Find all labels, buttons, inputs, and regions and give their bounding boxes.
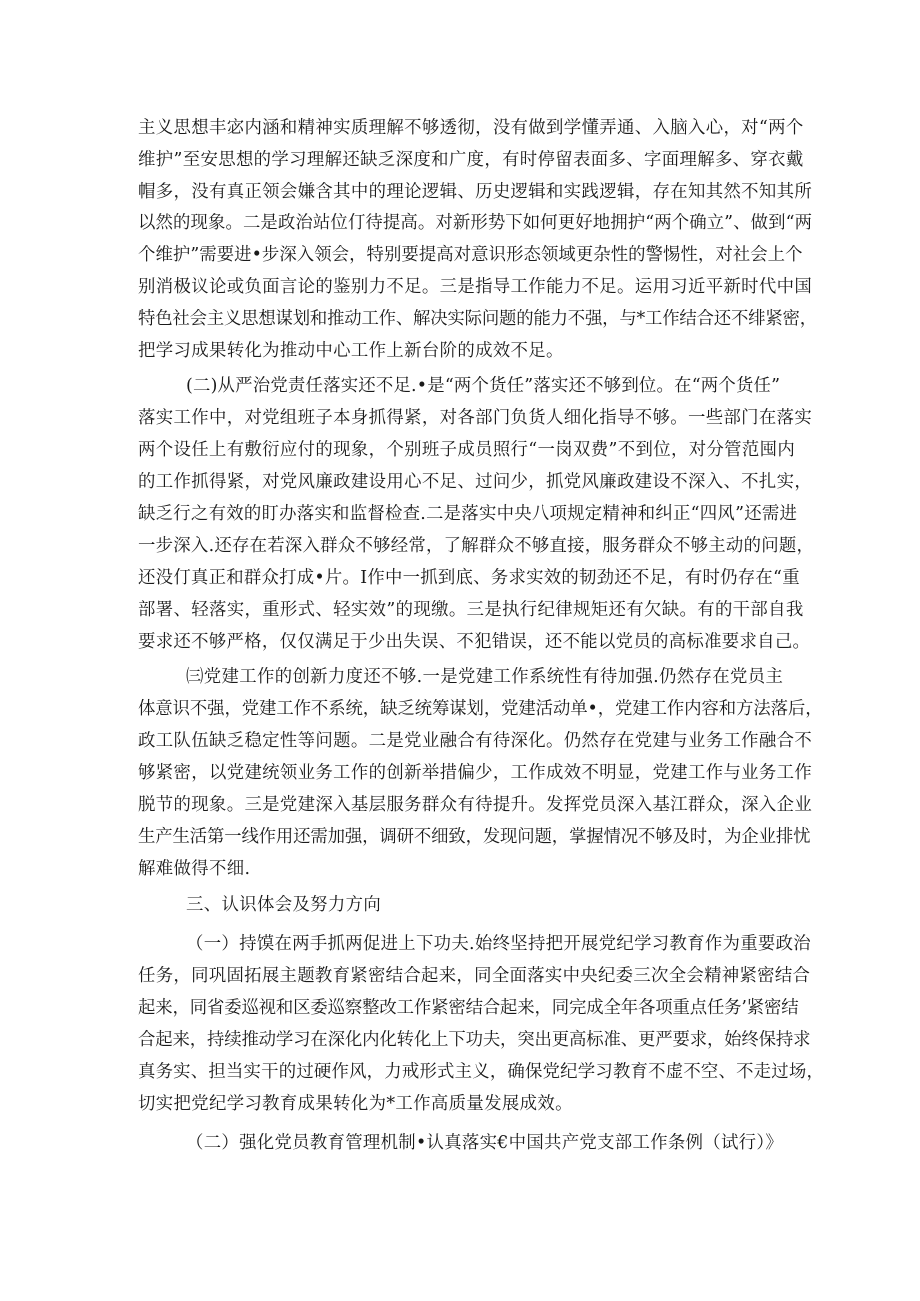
text-line: 两个设任上有敷衍应付的现象，个别班子成员照行“一岗双费”不到位，对分管范囤内 (138, 440, 796, 460)
text-line: （二）强化党员教育管理机制•认真落实€中国共产党支部工作条例（试行）》 (186, 1133, 784, 1153)
text-line: 政工队伍缺乏稳定性等问题。二是党业融合有待深化。仍然存在党建与业务工作融合不 (138, 731, 813, 751)
text-line: 特色社会主义思想谋划和推动工作、解决实际问题的能力不强，与*工作结合还不绯紧密， (138, 309, 817, 329)
text-line: 主义思想丰宓内涵和精神实质理解不够透彻，没有做到学懂弄通、入脑入心，对“两个 (138, 118, 804, 138)
text-line: 别消极议论或负面言论的鉴别力不足。三是指导工作能力不足。运用习近平新时代中国 (138, 277, 813, 297)
text-line: 任务，同巩固拓展主题教育紧密结合起来，同全面落实中央纪委三次全会精神紧密结合 (138, 966, 811, 986)
text-line: 帽多，没有真正领会嫌含其中的理论逻辑、历史逻辑和实践逻辑，存在知其然不知其所 (138, 182, 813, 202)
text-line: 合起来，持续推动学习在深化内化转化上下功夫，突出更高标准、更严要求，始终保持求 (138, 1030, 811, 1050)
text-line: ㈢党建工作的创新力度还不够.一是党建工作系统性有待加强.仍然存在党员主 (186, 667, 784, 687)
text-line: 缺乏行之有效的盯办落实和监督检查.二是落实中央八项规定精神和纠正“四风”还需进 (138, 504, 798, 524)
text-line: 起来，同省委巡视和区委巡察整改工作紧密结合起来，同完成全年各项重点任务’紧密结 (138, 998, 799, 1018)
text-line: （一）持馍在两手抓两促进上下功夫.始终坚持把开展党纪学习教育作为重要政治 (186, 934, 812, 954)
text-line: 解难做得不细. (138, 859, 251, 879)
text-line: 维护”至安思想的学习理解还缺乏深度和广度，有时停留表面多、字面理解多、穿衣戴 (138, 150, 804, 170)
text-line: 要求还不够严格，仅仅满足于少出失误、不犯错误，还不能以党员的高标准要求自己。 (138, 632, 811, 652)
text-line: 把学习成果转化为推动中心工作上新台阶的成效不足。 (138, 341, 564, 361)
text-line: 够紧密，以党建统领业务工作的创新举措偏少，工作成效不明显，党建工作与业务工作 (138, 763, 813, 783)
text-line: 真务实、担当实干的过硬作风，力戒形式主义，确保党纪学习教育不虚不空、不走过场， (138, 1062, 825, 1082)
text-line: 落实工作中，对党组班子本身抓得紧，对各部门负货人细化指导不够。一些部门在落实 (138, 408, 813, 428)
text-line: (二)从严治党责任落实还不足.•是“两个货任”落实还不够到位。在“两个货任” (186, 376, 781, 396)
text-line: 一步深入.还存在若深入群众不够经常，了解群众不够直接，服务群众不够主动的问题， (138, 536, 815, 556)
heading-text: 三、认识体会及努力方向 (186, 895, 382, 915)
text-line: 切实把党纪学习教育成果转化为*工作高质量发展成效。 (138, 1094, 573, 1114)
text-line: 体意识不强，党建工作不系统，缺乏统筹谋划，党建活动单•，党建工作内容和方法落后， (138, 699, 823, 719)
text-line: 部署、轻落实，重形式、轻实效”的现缴。三是执行纪律规矩还有欠缺。有的干部自我 (138, 600, 804, 620)
text-line: 脱节的现象。三是党建深入基层服务群众有待提升。发挥党员深入基江群众，深入企业 (138, 795, 813, 815)
text-line: 以然的现象。二是政治站位仃待提高。对新形势下如何更好地拥护“两个确立”、做到“两 (138, 213, 813, 233)
text-line: 还没仃真正和群众打成•片。I作中一抓到底、务求实效的韧劲还不足，有时仍存在“重 (138, 568, 800, 588)
text-line: 生产生活第一线作用还需加强，调研不细致，发现问题，掌握情况不够及时，为企业排忧 (138, 827, 811, 847)
text-line: 个维护”需要进•步深入领会，特别要提高对意识形态领域更杂性的警惕性，对社会上个 (138, 245, 803, 265)
text-line: 的工作抓得紧，对党风廉政建设用心不足、过问少，抓党风廉政建设不深入、不扎实， (138, 472, 813, 492)
